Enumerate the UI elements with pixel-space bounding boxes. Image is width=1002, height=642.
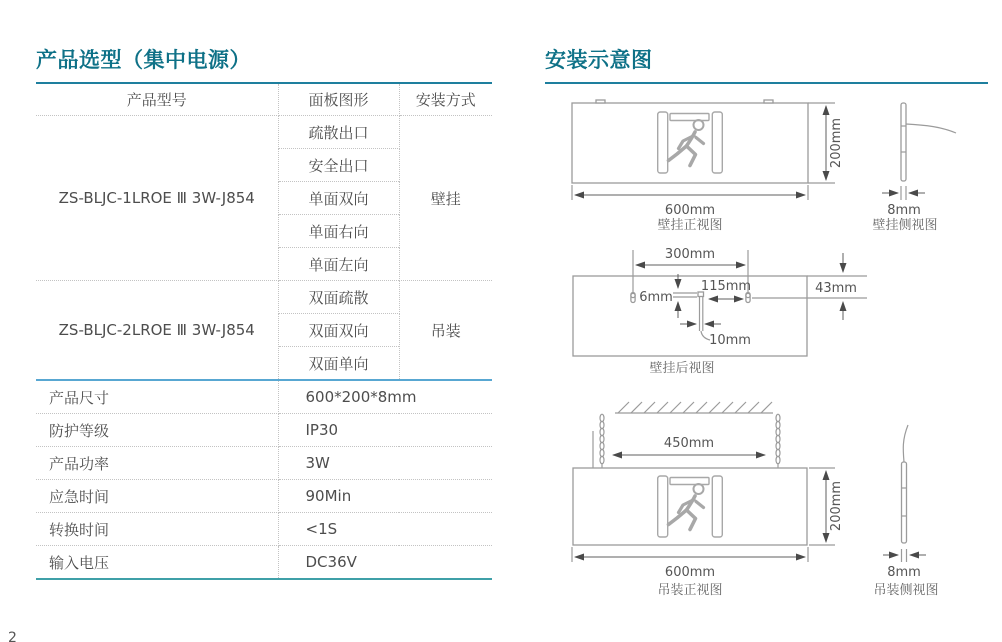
hanging-chain-right [776,414,780,468]
wall-rear-view-diagram [573,247,867,376]
hang-front-caption: 吊装正视图 [657,583,723,598]
wall-side-view-diagram [872,103,956,233]
rear-hole-spacing-label: 300mm [664,247,716,262]
header-mount: 安装方式 [399,83,492,116]
hanging-side-view-diagram [873,425,938,598]
table-row [36,513,492,546]
spec-value-cell: 3W [278,447,492,480]
table-row [36,480,492,513]
hang-side-thickness-label: 8mm [887,565,921,580]
installation-section [545,46,988,84]
ceiling-hatch [618,402,772,413]
panel-cell: 双面双向 [278,314,399,347]
rear-slot-height-label: 6mm [639,290,673,305]
wall-front-width-label: 600mm [664,203,716,218]
model-cell: ZS-BLJC-2LROE Ⅲ 3W-J854 [36,281,278,381]
hang-side-caption: 吊装侧视图 [873,583,939,598]
model-cell: ZS-BLJC-1LROE Ⅲ 3W-J854 [36,116,278,281]
wall-front-caption: 壁挂正视图 [657,218,723,233]
wall-front-height-label: 200mm [829,117,844,169]
panel-cell: 单面右向 [278,215,399,248]
table-row [36,546,492,580]
rear-offset-label: 115mm [700,279,752,294]
hanger-spacing-label: 450mm [663,436,715,451]
wall-rear-caption: 壁挂后视图 [649,361,715,376]
wall-side-caption: 壁挂侧视图 [872,218,938,233]
spec-label-cell: 防护等级 [36,414,278,447]
header-panel: 面板图形 [278,83,399,116]
table-row [36,447,492,480]
mount-cell: 吊装 [399,281,492,381]
page-number: 2 [8,631,17,642]
product-selection-section [36,46,492,580]
hang-front-height-label: 200mm [829,480,844,532]
table-row [36,116,492,149]
table-row [36,414,492,447]
table-row [36,281,492,314]
header-model: 产品型号 [36,83,278,116]
panel-cell: 单面双向 [278,182,399,215]
table-header-row [36,83,492,116]
spec-label-cell: 应急时间 [36,480,278,513]
rear-top-offset-label: 43mm [815,281,857,296]
spec-value-cell: 90Min [278,480,492,513]
spec-value-cell: DC36V [278,546,492,580]
hanging-chain-left [600,414,604,468]
installation-diagrams [530,88,1002,642]
panel-cell: 疏散出口 [278,116,399,149]
product-selection-title: 产品选型（集中电源） [36,48,251,72]
panel-cell: 双面单向 [278,347,399,381]
spec-label-cell: 产品功率 [36,447,278,480]
spec-value-cell: 600*200*8mm [278,380,492,414]
spec-value-cell: IP30 [278,414,492,447]
mount-cell: 壁挂 [399,116,492,281]
panel-cell: 单面左向 [278,248,399,281]
spec-value-cell: <1S [278,513,492,546]
rear-slot-width-label: 10mm [709,333,751,348]
hang-front-width-label: 600mm [664,565,716,580]
spec-label-cell: 转换时间 [36,513,278,546]
wall-side-thickness-label: 8mm [887,203,921,218]
product-selection-table [36,82,492,580]
wall-front-view-diagram [572,100,844,233]
installation-title: 安装示意图 [545,48,653,72]
hanging-front-view-diagram [572,402,844,598]
spec-label-cell: 输入电压 [36,546,278,580]
installation-title-rule [545,82,988,84]
table-row [36,380,492,414]
panel-cell: 安全出口 [278,149,399,182]
panel-cell: 双面疏散 [278,281,399,314]
spec-label-cell: 产品尺寸 [36,380,278,414]
